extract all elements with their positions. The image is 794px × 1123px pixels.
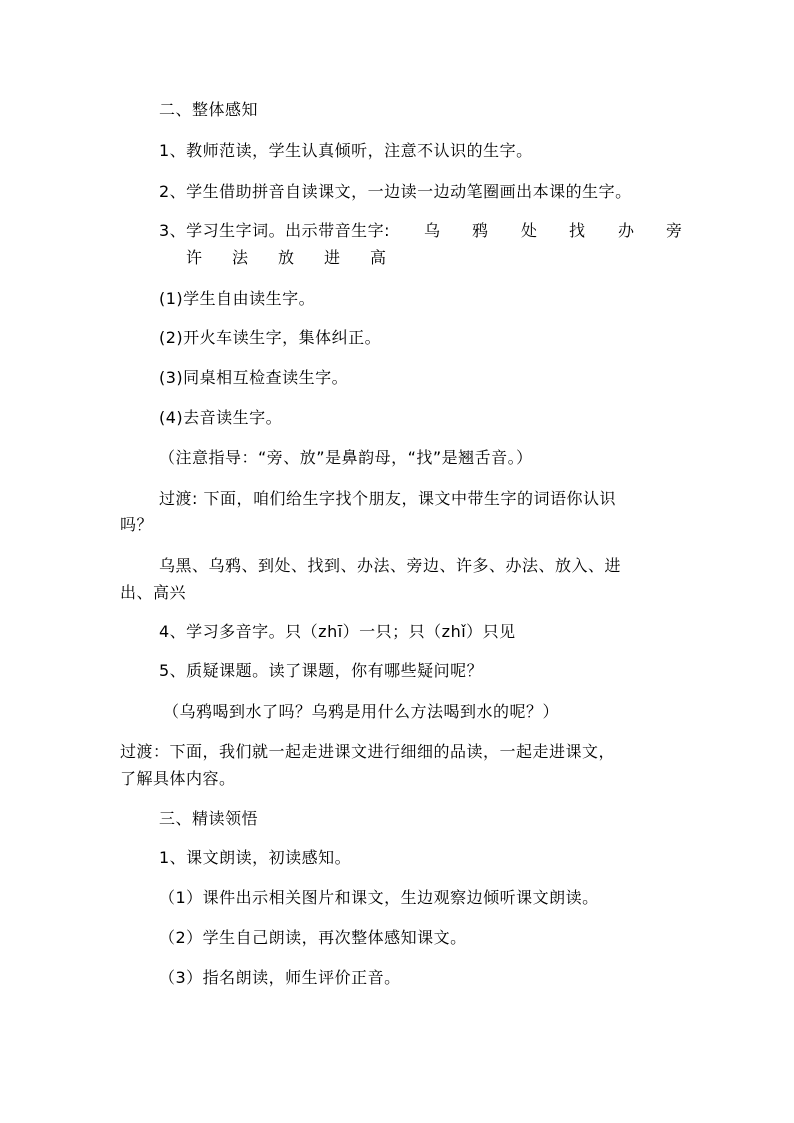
step-2-self-reading: 2、学生借助拼音自读课文，一边读一边动笔圈画出本课的生字。 [159, 182, 632, 201]
substep-train-reading: (2)开火车读生字，集体纠正。 [159, 328, 382, 347]
guiding-questions: （乌鸦喝到水了吗？乌鸦是用什么方法喝到水的呢？） [163, 702, 560, 721]
section-heading-overall-perception: 二、整体感知 [159, 100, 259, 119]
transition-1-line-1: 过渡: 下面，咱们给生字找个朋友，课文中带生字的词语你认识 [159, 489, 616, 508]
section-heading-close-reading: 三、精读领悟 [159, 809, 259, 828]
character-pang: 旁 [666, 221, 683, 240]
transition-2-line-2: 了解具体内容。 [120, 769, 236, 788]
step-3-learn-characters [159, 221, 390, 241]
character-xu: 许 [186, 248, 203, 267]
substep-peer-check: (3)同桌相互检查读生字。 [159, 368, 349, 387]
close-reading-substep-2: （2）学生自己朗读，再次整体感知课文。 [159, 928, 467, 947]
step-3-label: 3、学习生字词。出示带音生字: [159, 221, 391, 240]
character-chu: 处 [521, 221, 538, 240]
close-reading-substep-3: （3）指名朗读，师生评价正音。 [159, 968, 401, 987]
character-fang: 放 [278, 248, 295, 267]
character-ban: 办 [618, 221, 635, 240]
character-wu: 乌 [424, 221, 441, 240]
character-gao: 高 [370, 248, 387, 267]
close-reading-step-1: 1、课文朗读，初读感知。 [159, 848, 352, 867]
close-reading-substep-1: （1）课件出示相关图片和课文，生边观察边倾听课文朗读。 [159, 888, 599, 907]
substep-no-pinyin-reading: (4)去音读生字。 [159, 408, 283, 427]
step-1-teacher-reading: 1、教师范读，学生认真倾听，注意不认识的生字。 [159, 141, 533, 160]
pronunciation-note: （注意指导：“旁、放”是鼻韵母，“找”是翘舌音。） [159, 448, 533, 467]
transition-1-line-2: 吗？ [120, 515, 154, 534]
word-list-line-1: 乌黑、乌鸦、到处、找到、办法、旁边、许多、办法、放入、进 [159, 556, 622, 575]
character-ya: 鸦 [472, 221, 489, 240]
character-fa: 法 [232, 248, 249, 267]
word-list-line-2: 出、高兴 [120, 583, 187, 602]
character-jin: 进 [324, 248, 341, 267]
substep-free-reading: (1)学生自由读生字。 [159, 289, 316, 308]
step-4-polyphones: 4、学习多音字。只（zhī）一只；只（zhǐ）只见 [159, 622, 516, 641]
character-zhao: 找 [569, 221, 586, 240]
transition-2-line-1: 过渡：下面，我们就一起走进课文进行细细的品读，一起走进课文， [120, 742, 616, 761]
step-5-question-title: 5、质疑课题。读了课题，你有哪些疑问呢？ [159, 661, 484, 680]
